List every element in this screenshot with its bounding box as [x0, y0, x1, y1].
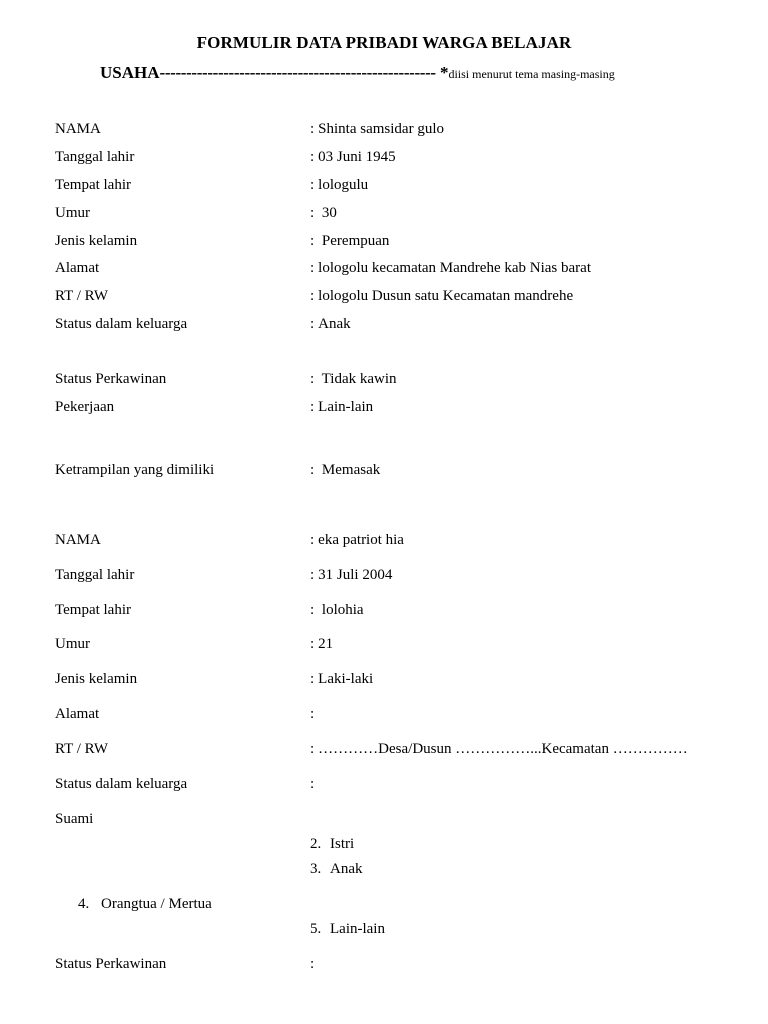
field-value: : — [310, 706, 315, 722]
field-label: Status dalam keluarga — [55, 776, 188, 792]
field-label: Pekerjaan — [55, 399, 115, 415]
field-value: : Memasak — [310, 462, 381, 478]
field-value: : 21 — [310, 636, 334, 652]
field-label: RT / RW — [55, 741, 108, 757]
usaha-note: diisi menurut tema masing-masing — [448, 67, 615, 81]
field-value: : …………Desa/Dusun ……………...Kecamatan …………… — [310, 741, 688, 757]
field-value: : Shinta samsidar gulo — [310, 121, 444, 137]
field-label: Tempat lahir — [55, 177, 132, 193]
field-value: : — [310, 776, 315, 792]
field-label: Tanggal lahir — [55, 149, 135, 165]
option-number: 3. — [310, 861, 322, 877]
field-label: RT / RW — [55, 288, 108, 304]
option-label: Anak — [330, 861, 363, 877]
option-number: 4. — [78, 896, 90, 912]
usaha-label: USAHA — [100, 63, 160, 82]
field-value: : Perempuan — [310, 233, 390, 249]
usaha-blank: ---------------------------------------------------- — [159, 63, 436, 82]
option-istri — [310, 835, 354, 853]
option-label: Suami — [55, 811, 94, 827]
field-value: : — [310, 956, 315, 972]
field-label: Status Perkawinan — [55, 371, 167, 387]
field-label: Tempat lahir — [55, 602, 132, 618]
option-lain-lain — [310, 920, 385, 938]
field-label: NAMA — [55, 121, 101, 137]
field-value: : lologolu kecamatan Mandrehe kab Nias barat — [310, 260, 591, 276]
option-anak — [310, 860, 363, 878]
field-label: NAMA — [55, 532, 101, 548]
field-label: Status dalam keluarga — [55, 316, 188, 332]
field-value: : Laki-laki — [310, 671, 374, 687]
field-label: Jenis kelamin — [55, 671, 138, 687]
field-value: : lologulu — [310, 177, 369, 193]
field-label: Alamat — [55, 706, 100, 722]
form-title: FORMULIR DATA PRIBADI WARGA BELAJAR — [196, 33, 572, 52]
field-value: : 03 Juni 1945 — [310, 149, 396, 165]
field-value: : eka patriot hia — [310, 532, 404, 548]
usaha-asterisk: * — [435, 63, 449, 82]
option-number: 5. — [310, 921, 322, 937]
field-label: Jenis kelamin — [55, 233, 138, 249]
usaha-line — [100, 63, 615, 83]
field-value: : lolohia — [310, 602, 364, 618]
option-label: Orangtua / Mertua — [101, 896, 212, 912]
field-label: Ketrampilan yang dimiliki — [55, 462, 215, 478]
option-label: Istri — [330, 836, 355, 852]
field-label: Umur — [55, 205, 90, 221]
field-label: Umur — [55, 636, 90, 652]
option-number: 2. — [310, 836, 322, 852]
field-value: : 30 — [310, 205, 337, 221]
field-value: : Anak — [310, 316, 351, 332]
field-value: : lologolu Dusun satu Kecamatan mandrehe — [310, 288, 574, 304]
option-label: Lain-lain — [330, 921, 385, 937]
field-value: : Lain-lain — [310, 399, 374, 415]
field-label: Tanggal lahir — [55, 567, 135, 583]
field-value: : 31 Juli 2004 — [310, 567, 393, 583]
field-label: Alamat — [55, 260, 100, 276]
option-orangtua — [78, 895, 212, 913]
field-label: Status Perkawinan — [55, 956, 167, 972]
field-value: : Tidak kawin — [310, 371, 397, 387]
